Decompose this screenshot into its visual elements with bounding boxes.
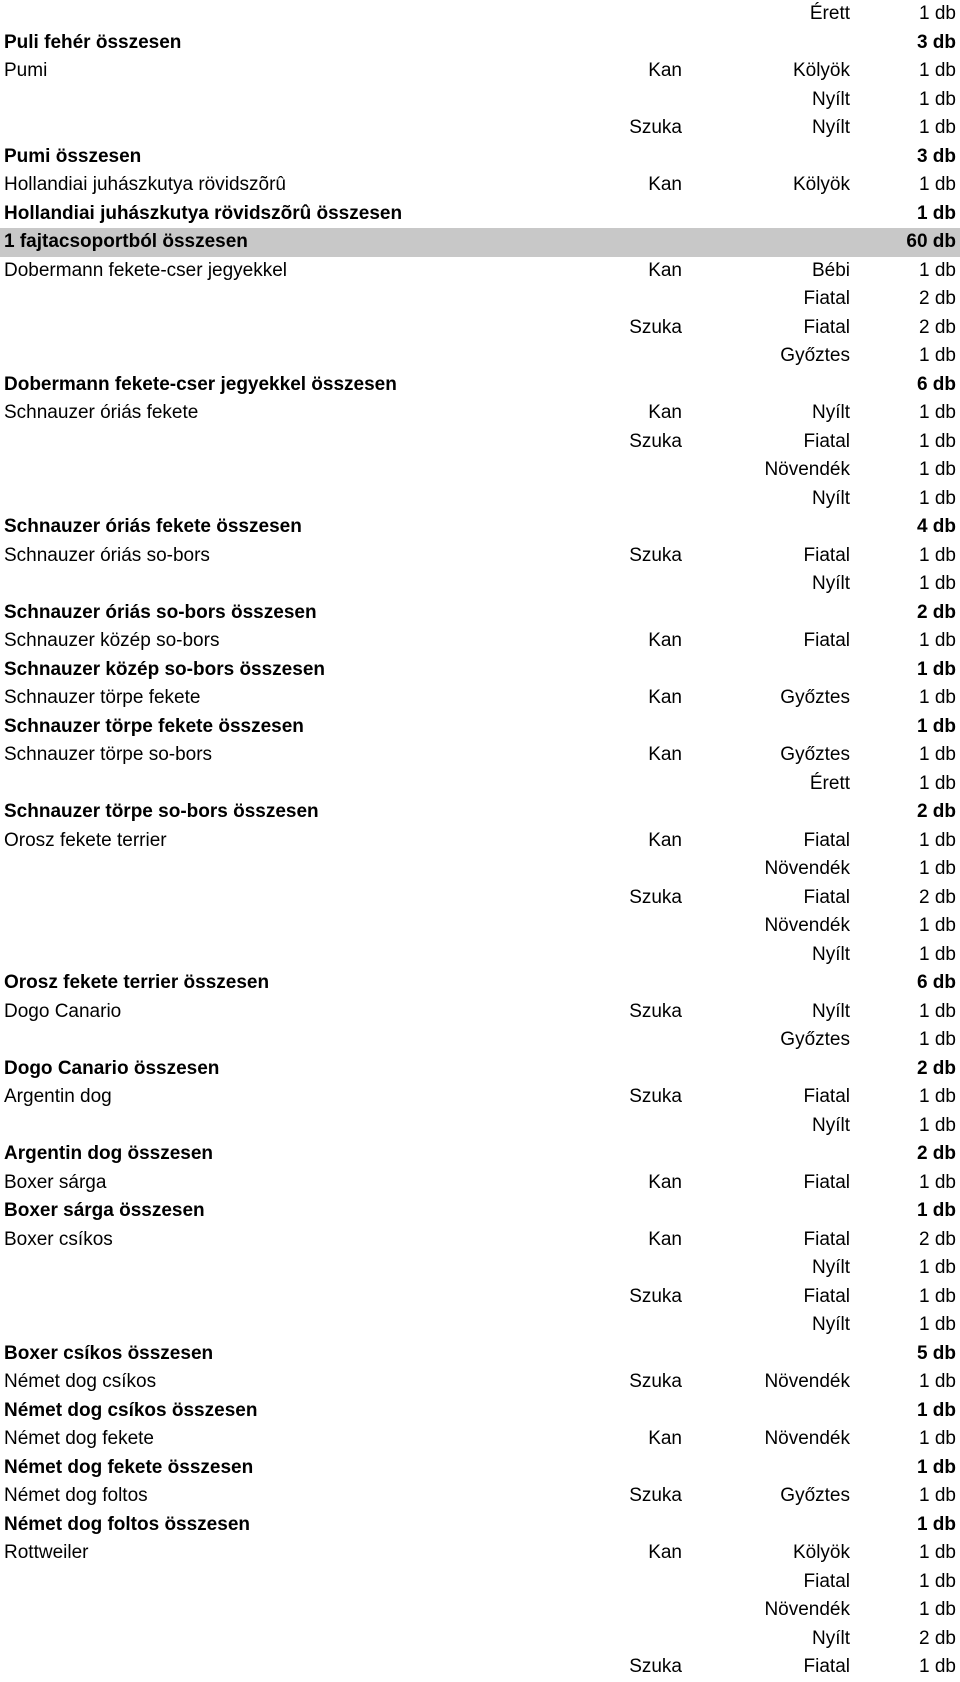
breed-name: Német dog fekete (4, 1428, 154, 1449)
class-label: Nyílt (812, 1000, 850, 1022)
class-label: Fiatal (803, 829, 850, 851)
count-value: 1 db (919, 630, 956, 651)
count-value: 1 db (916, 715, 956, 737)
breed-name: Boxer csíkos (4, 1228, 113, 1250)
count-value: 1 db (919, 487, 956, 509)
breed-name: Hollandiai juhászkutya rövidszõrû (4, 174, 286, 195)
class-label: Fiatal (803, 1656, 850, 1677)
class-label: Fiatal (803, 630, 850, 651)
count-value: 1 db (919, 1314, 956, 1335)
class-label: Fiatal (803, 1171, 850, 1193)
count-value: 1 db (919, 345, 956, 366)
count-value: 6 db (916, 373, 956, 395)
class-label: Kölyök (792, 174, 850, 195)
entry-row (0, 1625, 960, 1654)
entry-row (0, 1653, 960, 1682)
breed-name: Német dog csíkos (4, 1371, 157, 1392)
entry-row (0, 1254, 960, 1283)
class-label: Fiatal (803, 430, 850, 452)
entry-row (0, 1026, 960, 1055)
class-label: Kölyök (792, 60, 850, 81)
count-value: 1 db (919, 1656, 956, 1677)
breed-total-row (0, 1397, 960, 1426)
count-value: 1 db (919, 915, 956, 936)
sex-label: Kan (648, 687, 682, 708)
count-value: 1 db (919, 459, 956, 480)
breed-total-row (0, 200, 960, 229)
breed-name: Schnauzer óriás so-bors (4, 544, 210, 566)
count-value: 1 db (919, 772, 956, 794)
class-label: Győztes (780, 744, 850, 765)
count-value: 1 db (919, 174, 956, 195)
count-value: 4 db (916, 516, 956, 537)
count-value: 5 db (916, 1342, 956, 1364)
class-label: Növendék (764, 1599, 850, 1620)
count-value: 2 db (916, 1057, 956, 1079)
breed-name: Német dog csíkos összesen (4, 1399, 258, 1421)
count-value: 1 db (919, 1171, 956, 1193)
count-value: 1 db (919, 1428, 956, 1449)
entry-row (0, 827, 960, 856)
count-value: 1 db (919, 1570, 956, 1592)
breed-name: Boxer sárga összesen (4, 1200, 205, 1221)
entry-row (0, 1083, 960, 1112)
class-label: Fiatal (803, 1285, 850, 1307)
entry-row (0, 342, 960, 371)
class-label: Nyílt (812, 943, 850, 965)
breed-name: Dogo Canario összesen (4, 1057, 220, 1079)
breed-name: Német dog foltos (4, 1485, 148, 1506)
breed-name: Puli fehér összesen (4, 31, 182, 53)
entry-row (0, 998, 960, 1027)
count-value: 1 db (919, 829, 956, 851)
breed-total-row (0, 1055, 960, 1084)
entry-row (0, 86, 960, 115)
count-value: 2 db (916, 1143, 956, 1164)
breed-total-row (0, 1454, 960, 1483)
entry-row (0, 285, 960, 314)
entry-row (0, 0, 960, 29)
class-label: Fiatal (803, 1570, 850, 1592)
breed-name: Boxer sárga (4, 1171, 107, 1193)
sex-label: Szuka (629, 886, 682, 908)
class-label: Növendék (764, 1428, 850, 1449)
entry-row (0, 570, 960, 599)
class-label: Kölyök (792, 1542, 850, 1563)
count-value: 2 db (919, 886, 956, 908)
sex-label: Kan (648, 1171, 682, 1193)
entry-row (0, 1283, 960, 1312)
breed-name: Schnauzer közép so-bors (4, 630, 220, 651)
entry-row (0, 627, 960, 656)
count-value: 1 db (919, 1371, 956, 1392)
entry-row (0, 257, 960, 286)
breed-total-row (0, 713, 960, 742)
class-label: Növendék (764, 1371, 850, 1392)
entry-row (0, 1568, 960, 1597)
count-value: 1 db (919, 3, 956, 24)
breed-total-row (0, 371, 960, 400)
count-value: 1 db (919, 259, 956, 281)
entry-row (0, 1226, 960, 1255)
count-value: 1 db (919, 1000, 956, 1022)
breed-total-row (0, 1140, 960, 1169)
breed-name: Schnauzer óriás so-bors összesen (4, 601, 317, 623)
count-value: 1 db (916, 1456, 956, 1478)
entry-row (0, 1169, 960, 1198)
breed-total-row (0, 656, 960, 685)
count-value: 1 db (919, 430, 956, 452)
count-value: 1 db (919, 1029, 956, 1050)
entry-row (0, 1112, 960, 1141)
sex-label: Szuka (629, 1656, 682, 1677)
count-value: 1 db (919, 943, 956, 965)
entry-row (0, 542, 960, 571)
class-label: Érett (809, 772, 850, 794)
count-value: 1 db (919, 744, 956, 765)
count-value: 3 db (916, 145, 956, 167)
breed-name: Schnauzer óriás fekete összesen (4, 516, 302, 537)
breed-name: Argentin dog (4, 1086, 112, 1107)
entry-row (0, 941, 960, 970)
breed-total-row (0, 143, 960, 172)
count-value: 1 db (919, 117, 956, 138)
class-label: Győztes (780, 345, 850, 366)
class-label: Fiatal (803, 288, 850, 309)
entry-row (0, 1368, 960, 1397)
entry-row (0, 884, 960, 913)
breed-name: Schnauzer törpe so-bors (4, 744, 213, 765)
class-label: Növendék (764, 459, 850, 480)
class-label: Nyílt (812, 487, 850, 509)
breed-name: Orosz fekete terrier összesen (4, 972, 270, 993)
class-label: Nyílt (812, 117, 850, 138)
sex-label: Kan (648, 744, 682, 765)
breed-name: Rottweiler (4, 1542, 89, 1563)
breed-total-row (0, 798, 960, 827)
entry-row (0, 171, 960, 200)
breed-name: Pumi (4, 60, 48, 81)
sex-label: Kan (648, 174, 682, 195)
entry-row (0, 1311, 960, 1340)
sex-label: Szuka (629, 117, 682, 138)
class-label: Nyílt (812, 1627, 850, 1649)
count-value: 1 db (919, 60, 956, 81)
count-value: 1 db (919, 402, 956, 423)
count-value: 1 db (919, 1542, 956, 1563)
breed-total-row (0, 1197, 960, 1226)
count-value: 1 db (919, 1599, 956, 1620)
class-label: Nyílt (812, 402, 850, 423)
class-label: Fiatal (803, 1228, 850, 1250)
sex-label: Szuka (629, 1086, 682, 1107)
breed-total-row (0, 599, 960, 628)
class-label: Fiatal (803, 316, 850, 338)
breed-name: Argentin dog összesen (4, 1143, 214, 1164)
count-value: 2 db (919, 1627, 956, 1649)
breed-name: Schnauzer közép so-bors összesen (4, 658, 325, 680)
entry-row (0, 770, 960, 799)
breed-name: Német dog foltos összesen (4, 1513, 250, 1535)
class-label: Bébi (811, 259, 850, 281)
count-value: 1 db (919, 573, 956, 594)
entry-row (0, 741, 960, 770)
entry-row (0, 114, 960, 143)
count-value: 60 db (906, 231, 956, 252)
count-value: 2 db (916, 801, 956, 822)
breed-name: Schnauzer törpe fekete (4, 687, 201, 708)
entry-row (0, 485, 960, 514)
class-label: Győztes (780, 687, 850, 708)
sex-label: Szuka (629, 544, 682, 566)
breed-name: Hollandiai juhászkutya rövidszõrû összesen (4, 202, 403, 224)
count-value: 1 db (919, 544, 956, 566)
entry-row (0, 1425, 960, 1454)
class-label: Nyílt (812, 1114, 850, 1136)
sex-label: Kan (648, 1428, 682, 1449)
count-value: 2 db (919, 1228, 956, 1250)
count-value: 1 db (916, 1200, 956, 1221)
sex-label: Kan (648, 630, 682, 651)
class-label: Nyílt (812, 1314, 850, 1335)
entry-row (0, 314, 960, 343)
breed-name: Schnauzer törpe fekete összesen (4, 715, 304, 737)
class-label: Nyílt (812, 88, 850, 110)
count-value: 1 db (919, 1114, 956, 1136)
sex-label: Szuka (629, 1371, 682, 1392)
breed-name: 1 fajtacsoportból összesen (4, 231, 248, 252)
sex-label: Szuka (629, 430, 682, 452)
entry-row (0, 428, 960, 457)
class-label: Nyílt (812, 573, 850, 594)
entry-row (0, 1539, 960, 1568)
breed-total-row (0, 29, 960, 58)
sex-label: Kan (648, 1542, 682, 1563)
count-value: 1 db (919, 687, 956, 708)
breed-name: Schnauzer törpe so-bors összesen (4, 801, 319, 822)
group-total-row (0, 228, 960, 257)
count-value: 2 db (916, 601, 956, 623)
count-value: 1 db (919, 1285, 956, 1307)
class-label: Érett (809, 3, 850, 24)
sex-label: Szuka (629, 1285, 682, 1307)
breed-total-row (0, 969, 960, 998)
entry-row (0, 399, 960, 428)
entry-row (0, 1596, 960, 1625)
entry-row (0, 57, 960, 86)
breed-name: Schnauzer óriás fekete (4, 402, 199, 423)
entry-row (0, 684, 960, 713)
class-label: Növendék (764, 858, 850, 879)
sex-label: Szuka (629, 316, 682, 338)
count-value: 1 db (916, 1513, 956, 1535)
count-value: 1 db (919, 858, 956, 879)
count-value: 1 db (919, 1257, 956, 1278)
breed-name: Dobermann fekete-cser jegyekkel (4, 259, 288, 281)
class-label: Növendék (764, 915, 850, 936)
class-label: Fiatal (803, 886, 850, 908)
breed-total-row (0, 1340, 960, 1369)
breed-name: Pumi összesen (4, 145, 142, 167)
class-label: Győztes (780, 1029, 850, 1050)
sex-label: Kan (648, 402, 682, 423)
count-value: 2 db (919, 288, 956, 309)
breed-name: Dobermann fekete-cser jegyekkel összesen (4, 373, 397, 395)
sex-label: Kan (648, 829, 682, 851)
entry-row (0, 855, 960, 884)
breed-name: Dogo Canario (4, 1000, 122, 1022)
breed-name: Német dog fekete összesen (4, 1456, 254, 1478)
count-value: 6 db (916, 972, 956, 993)
class-label: Fiatal (803, 544, 850, 566)
sex-label: Kan (648, 1228, 682, 1250)
count-value: 1 db (916, 1399, 956, 1421)
count-value: 3 db (916, 31, 956, 53)
breed-name: Boxer csíkos összesen (4, 1342, 214, 1364)
entry-row (0, 1482, 960, 1511)
count-value: 2 db (919, 316, 956, 338)
count-value: 1 db (916, 202, 956, 224)
sex-label: Szuka (629, 1000, 682, 1022)
entry-row (0, 912, 960, 941)
sex-label: Kan (648, 259, 682, 281)
breed-total-row (0, 513, 960, 542)
sex-label: Szuka (629, 1485, 682, 1506)
count-value: 1 db (919, 1485, 956, 1506)
breed-total-row (0, 1511, 960, 1540)
breed-name: Orosz fekete terrier (4, 829, 167, 851)
entry-row (0, 456, 960, 485)
class-label: Nyílt (812, 1257, 850, 1278)
count-value: 1 db (919, 1086, 956, 1107)
class-label: Fiatal (803, 1086, 850, 1107)
count-value: 1 db (916, 658, 956, 680)
sex-label: Kan (648, 60, 682, 81)
count-value: 1 db (919, 88, 956, 110)
class-label: Győztes (780, 1485, 850, 1506)
